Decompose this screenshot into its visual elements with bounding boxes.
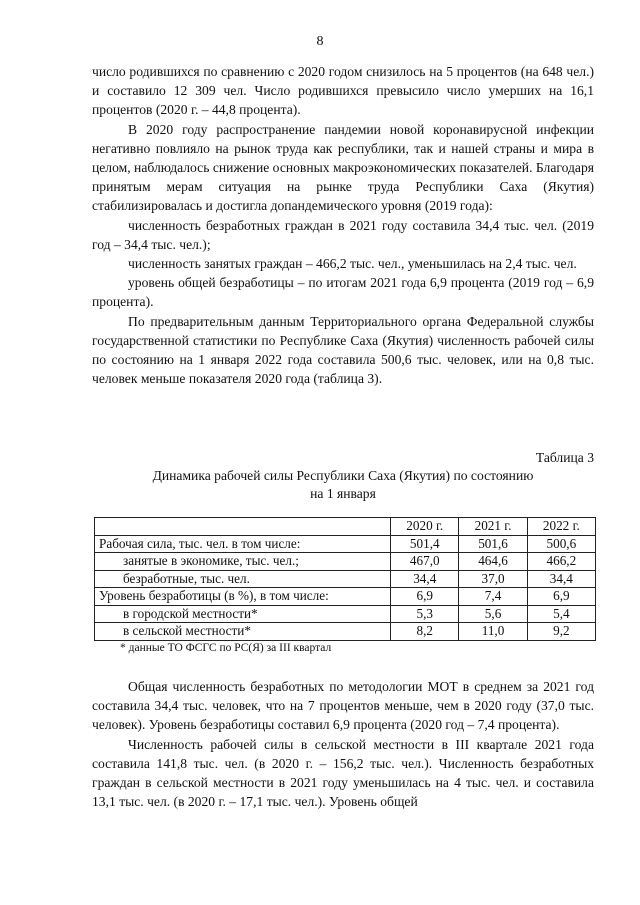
body-text-top — [92, 62, 594, 388]
table-title-line: на 1 января — [310, 486, 376, 501]
table-row — [95, 553, 596, 571]
table-cell-label: Уровень безработицы (в %), в том числе: — [95, 588, 391, 606]
table-caption: Таблица 3 — [535, 450, 594, 465]
table-cell: 34,4 — [391, 570, 459, 588]
table-cell: 6,9 — [391, 588, 459, 606]
table-cell: 5,4 — [527, 605, 595, 623]
table-row — [95, 535, 596, 553]
table-cell: 500,6 — [527, 535, 595, 553]
table-cell: 464,6 — [459, 553, 527, 571]
labor-force-table — [94, 517, 596, 641]
paragraph: уровень общей безработицы – по итогам 2021 года 6,9 процента (2019 год – 6,9 процента). — [92, 275, 594, 310]
table-row — [95, 605, 596, 623]
table-cell-label: в сельской местности* — [95, 623, 391, 641]
table-cell: 6,9 — [527, 588, 595, 606]
table-cell-label: безработные, тыс. чел. — [95, 570, 391, 588]
paragraph: численность занятых граждан – 466,2 тыс. чел., уменьшилась на 2,4 тыс. чел. — [128, 256, 577, 272]
table-cell: 467,0 — [391, 553, 459, 571]
table-cell-label: в городской местности* — [95, 605, 391, 623]
table-header-cell — [95, 518, 391, 536]
table-title-line: Динамика рабочей силы Республики Саха (Якутия) по состоянию — [152, 468, 534, 483]
table-row — [95, 588, 596, 606]
table-row — [95, 570, 596, 588]
table-cell: 34,4 — [527, 570, 595, 588]
body-text-bottom — [92, 677, 594, 811]
table-cell: 501,6 — [459, 535, 527, 553]
table-cell: 9,2 — [527, 623, 595, 641]
table-cell: 11,0 — [459, 623, 527, 641]
table-header-cell: 2020 г. — [391, 518, 459, 536]
table-header-cell: 2022 г. — [527, 518, 595, 536]
paragraph: число родившихся по сравнению с 2020 годом снизилось на 5 процентов (на 648 чел.) и составило 12 309 чел. Число родившихся превысило число умерших на 16,1 процентов (2020 г. – 44,8 процента). — [92, 64, 594, 118]
table-cell: 466,2 — [527, 553, 595, 571]
table-cell: 37,0 — [459, 570, 527, 588]
paragraph: По предварительным данным Территориального органа Федеральной службы государственной статистики по Республике Саха (Якутия) численность рабочей силы по состоянию на 1 января 2022 года составила 500,6 тыс. человек, или на 0,8 тыс. человек меньше показателя 2020 года (таблица 3). — [92, 313, 594, 387]
page-number: 8 — [316, 34, 324, 49]
paragraph: численность безработных граждан в 2021 году составила 34,4 тыс. чел. (2019 год – 34,4 тыс. чел.); — [92, 217, 594, 252]
table-cell: 8,2 — [391, 623, 459, 641]
paragraph: В 2020 году распространение пандемии новой коронавирусной инфекции негативно повлияло на рынок труда как республики, так и нашей страны и мира в целом, наблюдалось снижение основных макроэкономических показателей. Благодаря принятым мерам ситуация на рынке труда Республики Саха (Якутия) стабилизировалась и достигла допандемического уровня (2019 года): — [92, 121, 594, 214]
table-cell: 501,4 — [391, 535, 459, 553]
table-header-cell: 2021 г. — [459, 518, 527, 536]
table-title — [92, 467, 594, 503]
table-cell: 7,4 — [459, 588, 527, 606]
table-cell: 5,3 — [391, 605, 459, 623]
table-cell-label: занятые в экономике, тыс. чел.; — [95, 553, 391, 571]
paragraph: Общая численность безработных по методологии МОТ в среднем за 2021 год составила 34,4 тыс. человек, что на 7 процентов меньше, чем в 2020 году (37,0 тыс. человек). Уровень безработицы составил 6,9 процента (2020 год – 7,4 процента). — [92, 679, 594, 733]
table-footnote: * данные ТО ФСГС по РС(Я) за III квартал — [120, 642, 332, 654]
paragraph: Численность рабочей силы в сельской местности в III квартале 2021 года составила 141,8 тыс. чел. (в 2020 г. – 156,2 тыс. чел.). Численность безработных граждан в сельской местности в 2021 году уменьшилась на 4 тыс. чел. и составила 13,1 тыс. чел. (в 2020 г. – 17,1 тыс. чел.). Уровень общей — [92, 736, 594, 810]
table-cell: 5,6 — [459, 605, 527, 623]
table-cell-label: Рабочая сила, тыс. чел. в том числе: — [95, 535, 391, 553]
table-row — [95, 623, 596, 641]
table-header-row — [95, 518, 596, 536]
